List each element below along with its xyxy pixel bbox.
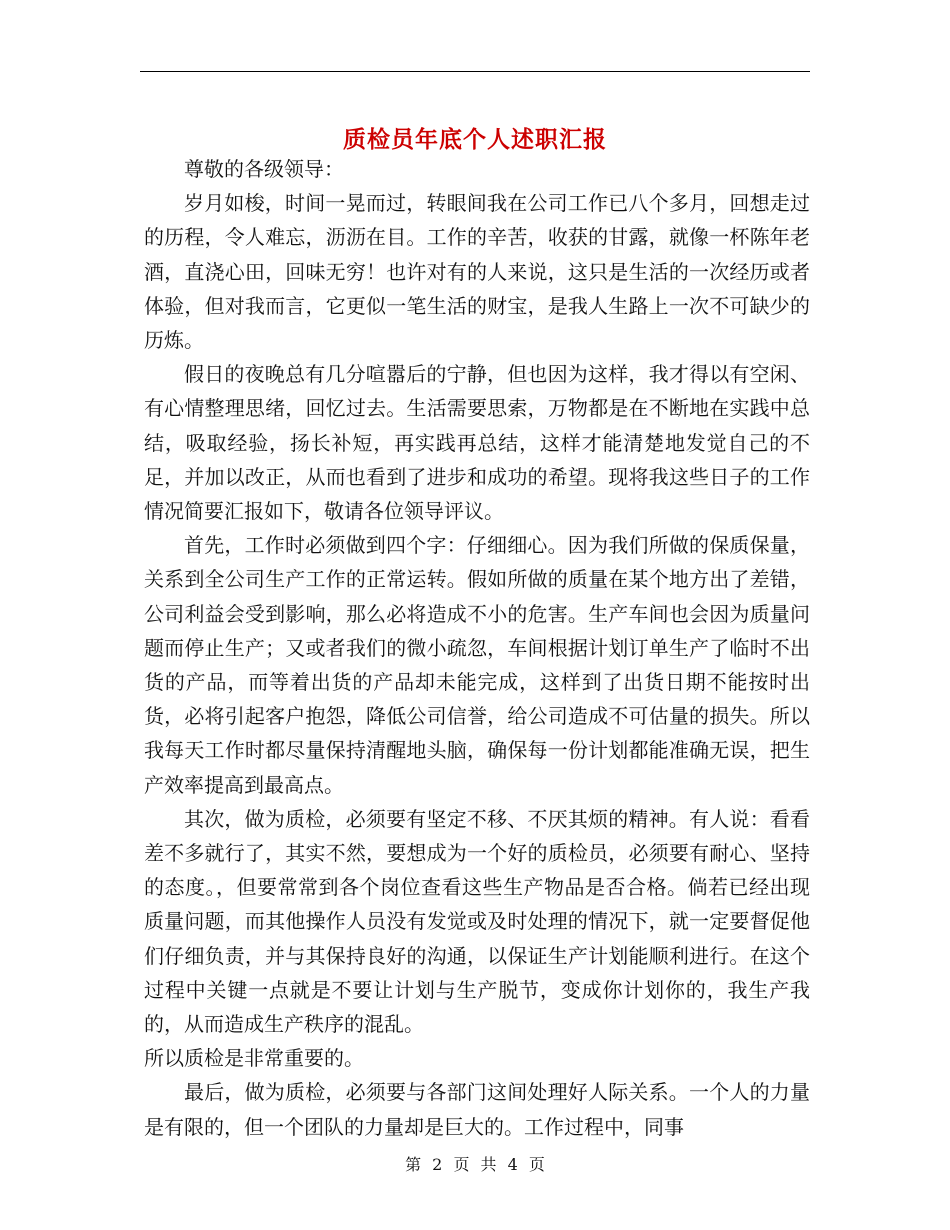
salutation: 尊敬的各级领导： [184,157,344,181]
paragraph: 最后，做为质检，必须要与各部门这间处理好人际关系。一个人的力量是有限的，但一个团队的力量却是巨大的。工作过程中，同事 [144,1080,810,1139]
page-number: 第 2 页 共 4 页 [405,1155,545,1174]
paragraph: 岁月如梭，时间一晃而过，转眼间我在公司工作已八个多月，回想走过的历程，令人难忘，沥沥在目。工作的辛苦，收获的甘露，就像一杯陈年老酒，直浇心田，回味无穷！也许对有的人来说，这只是生活的一次经历或者体验，但对我而言，它更似一笔生活的财宝，是我人生路上一次不可缺少的历炼。 [144,191,810,353]
paragraph: 首先，工作时必须做到四个字：仔细细心。因为我们所做的保质保量，关系到全公司生产工作的正常运转。假如所做的质量在某个地方出了差错，公司利益会受到影响，那么必将造成不小的危害。生产车间也会因为质量问题而停止生产；又或者我们的微小疏忽，车间根据计划订单生产了临时不出货的产品，而等着出货的产品却未能完成，这样到了出货日期不能按时出货，必将引起客户抱怨，降低公司信誉，给公司造成不可估量的损失。所以我每天工作时都尽量保持清醒地头脑，确保每一份计划都能准确无误，把生产效率提高到最高点。 [144,533,810,797]
header-rule [140,71,810,72]
paragraph: 其次，做为质检，必须要有坚定不移、不厌其烦的精神。有人说：看看差不多就行了，其实不然，要想成为一个好的质检员，必须要有耐心、坚持的态度。，但要常常到各个岗位查看这些生产物品是否合格。倘若已经出现质量问题，而其他操作人员没有发觉或及时处理的情况下，就一定要督促他们仔细负责，并与其保持良好的沟通，以保证生产计划能顺利进行。在这个过程中关键一点就是不要让计划与生产脱节，变成你计划你的，我生产我的，从而造成生产秩序的混乱。 [144,806,810,1037]
paragraph: 假日的夜晚总有几分喧嚣后的宁静，但也因为这样，我才得以有空闲、有心情整理思绪，回忆过去。生活需要思索，万物都是在不断地在实践中总结，吸取经验，扬长补短，再实践再总结，这样才能清楚地发觉自己的不足，并加以改正，从而也看到了进步和成功的希望。现将我这些日子的工作情况简要汇报如下，敬请各位领导评议。 [144,362,810,524]
document-title: 质检员年底个人述职汇报 [343,126,607,154]
paragraph-continuation: 所以质检是非常重要的。 [144,1046,364,1071]
document-body [144,152,810,1144]
